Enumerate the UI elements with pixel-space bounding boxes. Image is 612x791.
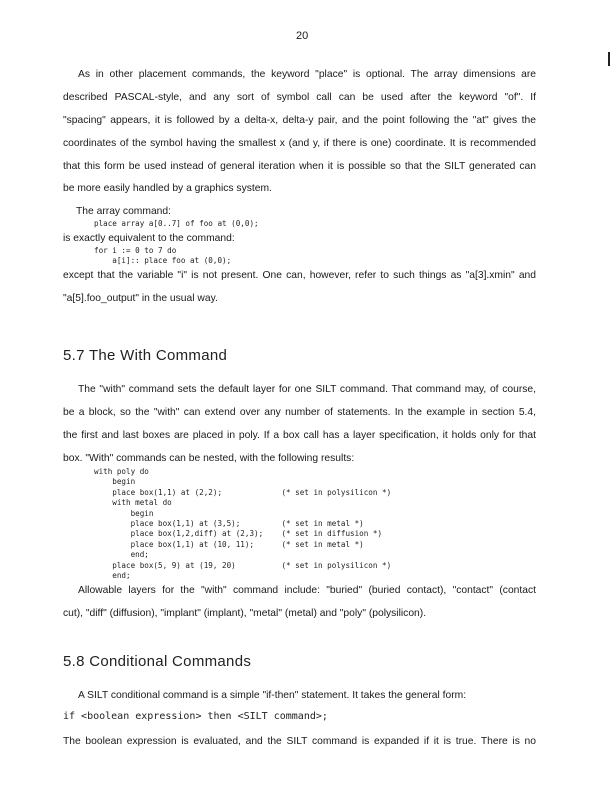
except-line: except that the variable "i" is not present. One can, however, refer to such things as "a[3].xmin" and — [63, 270, 536, 281]
layers-line: Allowable layers for the "with" command include: "buried" (buried contact), "contact" (contact — [78, 585, 536, 596]
section-heading-5-7: 5.7 The With Command — [63, 347, 228, 364]
s57-line: be a block, so the "with" can extend over any number of statements. In the example in section 5.4, — [63, 407, 536, 418]
para1-line: described PASCAL-style, and any sort of symbol call can be used after the keyword "of". If — [63, 92, 536, 103]
except-line: "a[5].foo_output" in the usual way. — [63, 293, 218, 304]
para1-line: coordinates of the symbol having the smallest x (and y, if there is one) coordinate. It is recommended — [63, 138, 536, 149]
margin-mark — [608, 52, 610, 66]
equiv-code: for i := 0 to 7 do a[i]:: place foo at (0,0); — [94, 246, 232, 266]
section-heading-5-8: 5.8 Conditional Commands — [63, 653, 252, 670]
s57-line: box. "With" commands can be nested, with the following results: — [63, 453, 355, 464]
array-code: place array a[0..7] of foo at (0,0); — [94, 219, 259, 228]
array-intro: The array command: — [76, 206, 171, 217]
page-number: 20 — [296, 30, 309, 42]
s58-intro: A SILT conditional command is a simple "if-then" statement. It takes the general form: — [78, 690, 467, 701]
para1-line: that this form be used instead of general iteration when it is possible so that the SILT generated can — [63, 161, 536, 172]
equiv-text: is exactly equivalent to the command: — [63, 233, 235, 244]
with-code: with poly do begin place box(1,1) at (2,2); (* set in polysilicon *) with metal do begin place box(1,1) at (3,5); (* set in metal *) place box(1,2,diff) at (2,3); (* set in diffusion *) place box(1,1) at (10, 11); (* set in metal *) end; place box(5, 9) at (19, 20) (* set in polysilicon *) end; — [94, 467, 392, 581]
para1-line: As in other placement commands, the keyword "place" is optional. The array dimensions are — [78, 69, 536, 80]
s58-last: The boolean expression is evaluated, and the SILT command is expanded if it is true. There is no — [63, 736, 536, 747]
para1-line: be more easily handled by a graphics system. — [63, 183, 272, 194]
if-form-code: if <boolean expression> then <SILT command>; — [63, 711, 328, 722]
layers-line: cut), "diff" (diffusion), "implant" (implant), "metal" (metal) and "poly" (polysilicon). — [63, 608, 427, 619]
para1-line: "spacing" appears, it is followed by a delta-x, delta-y pair, and the point following the "at" gives the — [63, 115, 536, 126]
s57-line: the first and last boxes are placed in poly. If a box call has a layer specification, it holds only for that — [63, 430, 536, 441]
s57-line: The "with" command sets the default layer for one SILT command. That command may, of course, — [78, 384, 536, 395]
